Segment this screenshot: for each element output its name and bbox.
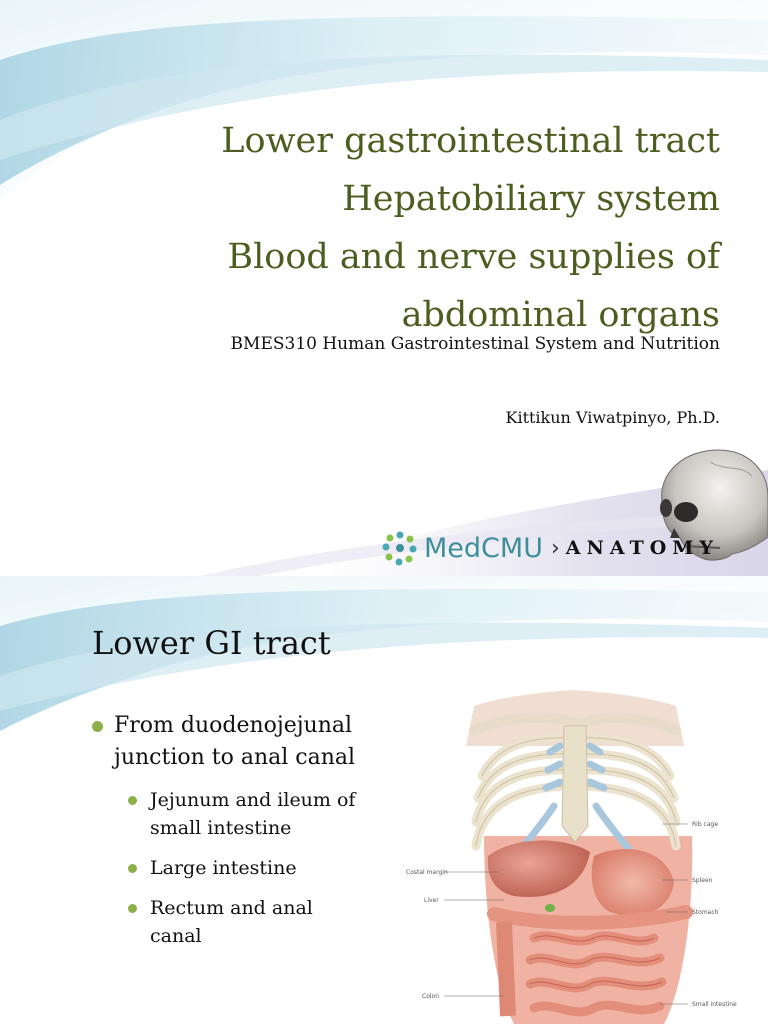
list-item [92,710,402,774]
content-slide [0,576,768,1024]
medcmu-logo [382,528,719,568]
title-line: Lower gastrointestinal tract [221,121,720,161]
label-liver: Liver [424,897,439,904]
logo-separator: › [550,535,560,561]
bullet-text-line: small intestine [150,817,292,839]
bullet-icon [128,864,137,873]
bullet-icon [92,721,103,732]
title-line: abdominal organs [401,295,720,335]
logo-brand-text: MedCMU [424,532,543,564]
bullet-text-line: canal [150,925,202,947]
title-line: Blood and nerve supplies of [227,237,720,277]
slide-title [221,112,720,344]
logo-dots-icon [382,530,418,566]
label-costal-margin: Costal margin [406,869,448,876]
slide-title: Lower GI tract [92,624,331,662]
bullet-text-line: Large intestine [150,857,297,879]
bullet-text-line: Rectum and anal [150,897,313,919]
bullet-list [92,710,402,950]
label-rib-cage: Rib cage [692,821,719,828]
list-item [128,894,402,950]
label-colon: Colon [422,993,440,1000]
abdominal-anatomy-figure [404,686,768,1024]
course-subtitle: BMES310 Human Gastrointestinal System and Nutrition [230,334,720,354]
bullet-icon [128,796,137,805]
author-name: Kittikun Viwatpinyo, Ph.D. [505,408,720,427]
list-item [128,786,402,842]
logo-department-text: ANATOMY [565,537,719,559]
label-stomach: Stomach [692,909,719,916]
bullet-text-line: junction to anal canal [114,745,356,770]
list-item [128,854,402,882]
bullet-icon [128,904,137,913]
anatomy-illustration [404,686,768,1024]
label-spleen: Spleen [692,877,713,884]
label-small-intestine: Small intestine [692,1001,737,1008]
bullet-text-line: From duodenojejunal [114,713,353,738]
bullet-text-line: Jejunum and ileum of [150,789,356,811]
title-line: Hepatobiliary system [342,179,720,219]
